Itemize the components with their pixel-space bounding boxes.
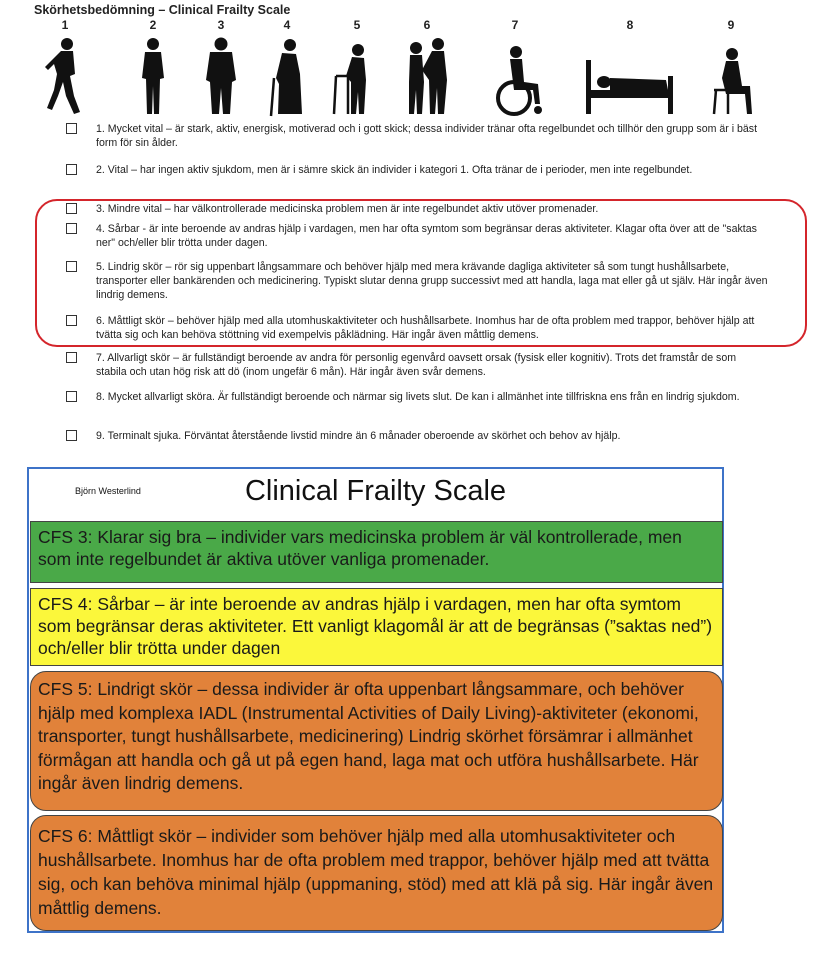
standing-heavy-person-icon xyxy=(186,34,256,118)
item-checkbox[interactable] xyxy=(66,391,77,402)
figure-number: 3 xyxy=(217,18,225,32)
item-text: 8. Mycket allvarligt sköra. Är fullständigt beroende och närmar sig livets slut. De kan i allmänhet inte tillfriskna ens från en lindrig sjukdom. xyxy=(96,391,740,403)
author-name: Björn Westerlind xyxy=(75,486,141,496)
item-checkbox[interactable] xyxy=(66,203,77,214)
frailty-figures xyxy=(0,18,828,118)
figure-8 xyxy=(582,18,678,118)
item-checkbox[interactable] xyxy=(66,223,77,234)
figure-9 xyxy=(696,18,766,118)
seated-person-icon xyxy=(696,34,766,118)
figure-number: 8 xyxy=(626,18,634,32)
figure-number: 2 xyxy=(149,18,157,32)
running-person-icon xyxy=(30,34,100,118)
cfs-summary-panel xyxy=(27,467,724,933)
item-text: 2. Vital – har ingen aktiv sjukdom, men är i sämre skick än individer i kategori 1. Ofta tränar de i perioder, men inte regelbundet. xyxy=(96,164,693,176)
person-in-wheelchair-icon xyxy=(480,34,556,118)
item-text: 9. Terminalt sjuka. Förväntat återstående livstid mindre än 6 månader oberoende av skörhet och behov av hjälp. xyxy=(96,430,621,442)
item-checkbox[interactable] xyxy=(66,352,77,363)
figure-number: 4 xyxy=(283,18,291,32)
figure-number: 6 xyxy=(423,18,431,32)
item-text: 6. Måttligt skör – behöver hjälp med alla utomhuskaktiviteter och hushållsarbete. Inomhus har de ofta problem med trappor, behöver hjälp att tvätta sig och kan behöva stöttning vid exempelvis påklädning. Här ingår även måttlig demens. xyxy=(96,315,755,341)
item-checkbox[interactable] xyxy=(66,261,77,272)
item-checkbox[interactable] xyxy=(66,164,77,175)
item-text: 7. Allvarligt skör – är fullständigt beroende av andra för personlig egenvård oavsett orsak (fysisk eller kognitiv). Trots det framstår de som stabila och utan hög risk att dö (inom ungefär 6 mån). Här ingår även svår demens. xyxy=(96,352,737,378)
cfs5-box: CFS 5: Lindrigt skör – dessa individer är ofta uppenbart långsammare, och behöver hjälp med komplexa IADL (Instrumental Activities of Daily Living)-aktiviteter (ekonomi, transporter, tungt hushållsarbete, medicinering) Lindrig skörhet försämrar i allmänhet förmågan att handla och gå ut på egen hand, laga mat och utföra hushållsarbete. Här ingår även lindrig demens. xyxy=(30,671,723,811)
figure-5 xyxy=(322,18,392,118)
figure-1 xyxy=(30,18,100,118)
cfs6-box: CFS 6: Måttligt skör – individer som behöver hjälp med alla utomhusaktiviteter och hushållsarbete. Inomhus har de ofta problem med trappor, behöver hjälp med att tvätta sig, och kan behöva minimal hjälp (uppmaning, stöd) med att klä på sig. Här ingår även måttlig demens. xyxy=(30,815,723,931)
item-text: 5. Lindrig skör – rör sig uppenbart långsammare och behöver hjälp med mera krävande dagliga aktiviteter så som tungt hushållsarbete, transporter eller bankärenden och medicinering. Typiskt slutar denna grupp successivt med att handla, laga mat eller gå ut själv. Här ingår även lindrig demens. xyxy=(96,261,768,301)
item-text: 4. Sårbar - är inte beroende av andras hjälp i vardagen, men har ofta symtom som begränsar deras aktiviteter. Klagar ofta över att de "saktas ner" och/eller blir trötta under dagen. xyxy=(96,223,757,249)
figure-2 xyxy=(118,18,188,118)
item-checkbox[interactable] xyxy=(66,430,77,441)
figure-4 xyxy=(252,18,322,118)
figure-number: 5 xyxy=(353,18,361,32)
cfs3-box: CFS 3: Klarar sig bra – individer vars medicinska problem är väl kontrollerade, men som inte regelbundet är aktiva utöver vanliga promenader. xyxy=(30,521,723,583)
form-title: Skörhetsbedömning – Clinical Frailty Scale xyxy=(34,3,291,17)
item-text: 1. Mycket vital – är stark, aktiv, energisk, motiverad och i gott skick; dessa individer tränar ofta regelbundet och tillhör den grupp som är i bäst form för sin ålder. xyxy=(96,123,758,149)
person-in-bed-icon xyxy=(582,34,678,118)
cfs4-box: CFS 4: Sårbar – är inte beroende av andras hjälp i vardagen, men har ofta symtom som begränsar deras aktiviteter. Ett vanligt klagomål är att de begränsas (”saktas ned”) och/eller blir trötta under dagen xyxy=(30,588,723,666)
figure-number: 1 xyxy=(61,18,69,32)
person-with-helper-icon xyxy=(392,34,462,118)
person-with-walker-icon xyxy=(322,34,392,118)
panel-title xyxy=(29,475,722,508)
person-with-cane-icon xyxy=(252,34,322,118)
figure-3 xyxy=(186,18,256,118)
figure-number: 9 xyxy=(727,18,735,32)
item-checkbox[interactable] xyxy=(66,315,77,326)
figure-number: 7 xyxy=(511,18,519,32)
item-text: 3. Mindre vital – har välkontrollerade medicinska problem men är inte regelbundet aktiv utöver promenader. xyxy=(96,203,599,215)
figure-6 xyxy=(392,18,462,118)
figure-7 xyxy=(480,18,550,118)
item-checkbox[interactable] xyxy=(66,123,77,134)
panel-title-text: Clinical Frailty Scale xyxy=(244,475,507,507)
standing-person-icon xyxy=(118,34,188,118)
